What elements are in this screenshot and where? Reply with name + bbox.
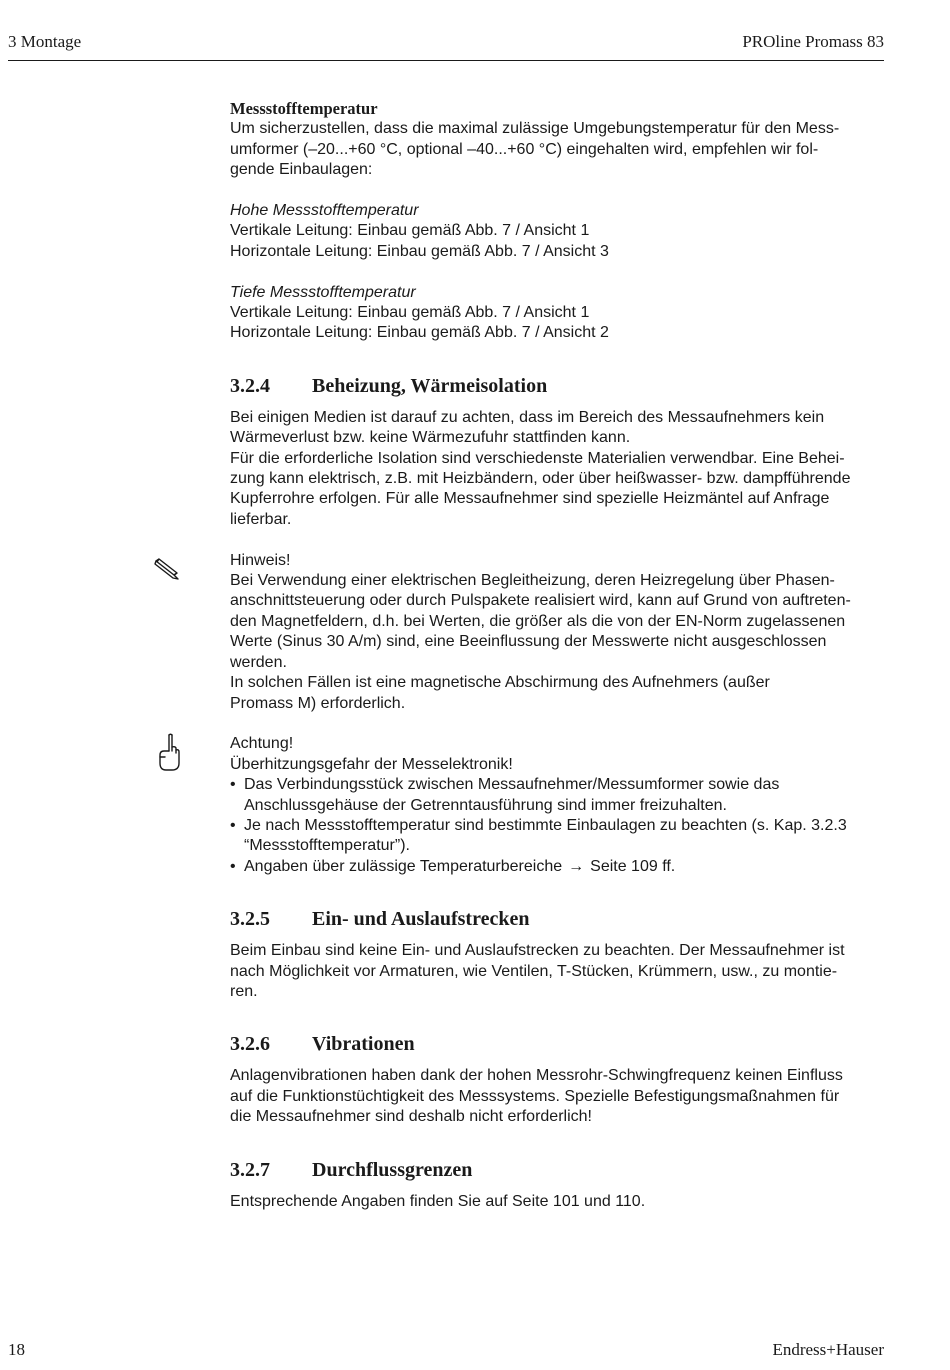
text-line: nach Möglichkeit vor Armaturen, wie Ventilen, T-Stücken, Krümmern, usw., zu montie- — [230, 962, 838, 980]
achtung-warning — [230, 734, 886, 877]
text-line: ren. — [230, 982, 258, 1000]
text-line: Horizontale Leitung: Einbau gemäß Abb. 7 / Ansicht 2 — [230, 324, 609, 342]
text-line: Anlagenvibrationen haben dank der hohen Messrohr-Schwingfrequenz keinen Einfluss — [230, 1067, 843, 1085]
section-number: 3.2.7 — [230, 1158, 270, 1181]
section-title: Durchflussgrenzen — [312, 1158, 473, 1181]
text-line: Horizontale Leitung: Einbau gemäß Abb. 7 / Ansicht 3 — [230, 242, 609, 260]
list-item — [230, 816, 886, 857]
text-line: Werte (Sinus 30 A/m) sind, eine Beeinflussung der Messwerte nicht ausgeschlossen — [230, 633, 827, 651]
document-title: PROline Promass 83 — [742, 32, 884, 51]
text-line: umformer (–20...+60 °C, optional –40...+60 °C) eingehalten wird, empfehlen wir fol- — [230, 140, 819, 158]
text-line: Für die erforderliche Isolation sind verschiedenste Materialien verwendbar. Eine Behei- — [230, 449, 845, 467]
text-line: Kupferrohre erfolgen. Für alle Messaufnehmer sind spezielle Heizmäntel auf Anfrage — [230, 490, 830, 508]
chapter-label: 3 Montage — [8, 32, 82, 51]
warning-subtitle: Überhitzungsgefahr der Messelektronik! — [230, 755, 513, 773]
text-line: gende Einbaulagen: — [230, 161, 373, 179]
list-item — [230, 775, 886, 816]
note-title: Hinweis! — [230, 551, 291, 569]
text-line: Angaben über zulässige Temperaturbereiche — [244, 857, 563, 875]
section-number: 3.2.4 — [230, 374, 270, 397]
section-body — [230, 408, 886, 530]
text-line: auf die Funktionstüchtigkeit des Messsystems. Spezielle Befestigungsmaßnahmen für — [230, 1087, 840, 1105]
main-content — [230, 99, 886, 1212]
section-heading-3-2-6 — [230, 1032, 886, 1056]
hinweis-note — [230, 551, 886, 714]
page-number: 18 — [8, 1340, 25, 1359]
section-heading-3-2-5 — [230, 907, 886, 931]
text-line: “Messstofftemperatur”). — [244, 837, 410, 855]
text-line: Bei Verwendung einer elektrischen Begleitheizung, deren Heizregelung über Phasen- — [230, 572, 835, 590]
section-subtitle: Messstofftemperatur — [230, 99, 378, 118]
page-reference: Seite 109 ff. — [590, 857, 676, 875]
text-line: anschnittsteuerung oder durch Pulspakete realisiert wird, kann auf Grund von auftreten- — [230, 592, 851, 610]
text-line: In solchen Fällen ist eine magnetische Abschirmung des Aufnehmers (außer — [230, 674, 770, 692]
section-number: 3.2.5 — [230, 908, 270, 931]
text-line: Vertikale Leitung: Einbau gemäß Abb. 7 / Ansicht 1 — [230, 222, 590, 240]
section-number: 3.2.6 — [230, 1033, 270, 1056]
text-line: • Je nach Messstofftemperatur sind bestimmte Einbaulagen zu beachten (s. Kap. 3.2.3 — [244, 816, 847, 834]
subheading-hohe: Hohe Messstofftemperatur — [230, 202, 419, 220]
warning-list — [230, 775, 886, 877]
warning-title: Achtung! — [230, 735, 294, 753]
section-heading-3-2-4 — [230, 374, 886, 398]
section-body — [230, 941, 886, 1002]
pointing-finger-icon — [157, 733, 181, 773]
text-line: Um sicherzustellen, dass die maximal zulässige Umgebungstemperatur für den Mess- — [230, 120, 840, 138]
text-line: werden. — [230, 653, 287, 671]
section-title: Ein- und Auslaufstrecken — [312, 908, 530, 931]
subheading-tiefe: Tiefe Messstofftemperatur — [230, 283, 416, 301]
section-title: Vibrationen — [312, 1033, 415, 1056]
arrow-right-icon: → — [568, 857, 585, 875]
text-line: Wärmeverlust bzw. keine Wärmezufuhr stattfinden kann. — [230, 429, 631, 447]
messstofftemperatur-section — [230, 99, 886, 344]
text-line: lieferbar. — [230, 510, 292, 528]
text-line: Entsprechende Angaben finden Sie auf Seite 101 und 110. — [230, 1192, 646, 1210]
text-line: den Magnetfeldern, d.h. bei Werten, die größer als die von der EN-Norm zugelassenen — [230, 612, 846, 630]
text-line: zung kann elektrisch, z.B. mit Heizbändern, oder über heißwasser- bzw. dampfführende — [230, 470, 851, 488]
text-line: Anschlussgehäuse der Getrenntausführung sind immer freizuhalten. — [244, 796, 727, 814]
section-body — [230, 1192, 886, 1212]
text-line: • Das Verbindungsstück zwischen Messaufnehmer/Messumformer sowie das — [244, 776, 780, 794]
text-line: Beim Einbau sind keine Ein- und Auslaufstrecken zu beachten. Der Messaufnehmer ist — [230, 942, 845, 960]
section-body — [230, 1066, 886, 1127]
list-item — [230, 857, 886, 877]
text-line: Vertikale Leitung: Einbau gemäß Abb. 7 / Ansicht 1 — [230, 304, 590, 322]
text-line: die Messaufnehmer sind deshalb nicht erforderlich! — [230, 1108, 592, 1126]
pencil-note-icon — [152, 556, 184, 582]
section-heading-3-2-7 — [230, 1158, 886, 1182]
page-header — [8, 30, 884, 61]
brand-logo: Endress+Hauser — [772, 1340, 884, 1359]
text-line: Bei einigen Medien ist darauf zu achten, dass im Bereich des Messaufnehmers kein — [230, 408, 825, 426]
section-title: Beheizung, Wärmeisolation — [312, 374, 548, 397]
text-line: Promass M) erforderlich. — [230, 694, 406, 712]
